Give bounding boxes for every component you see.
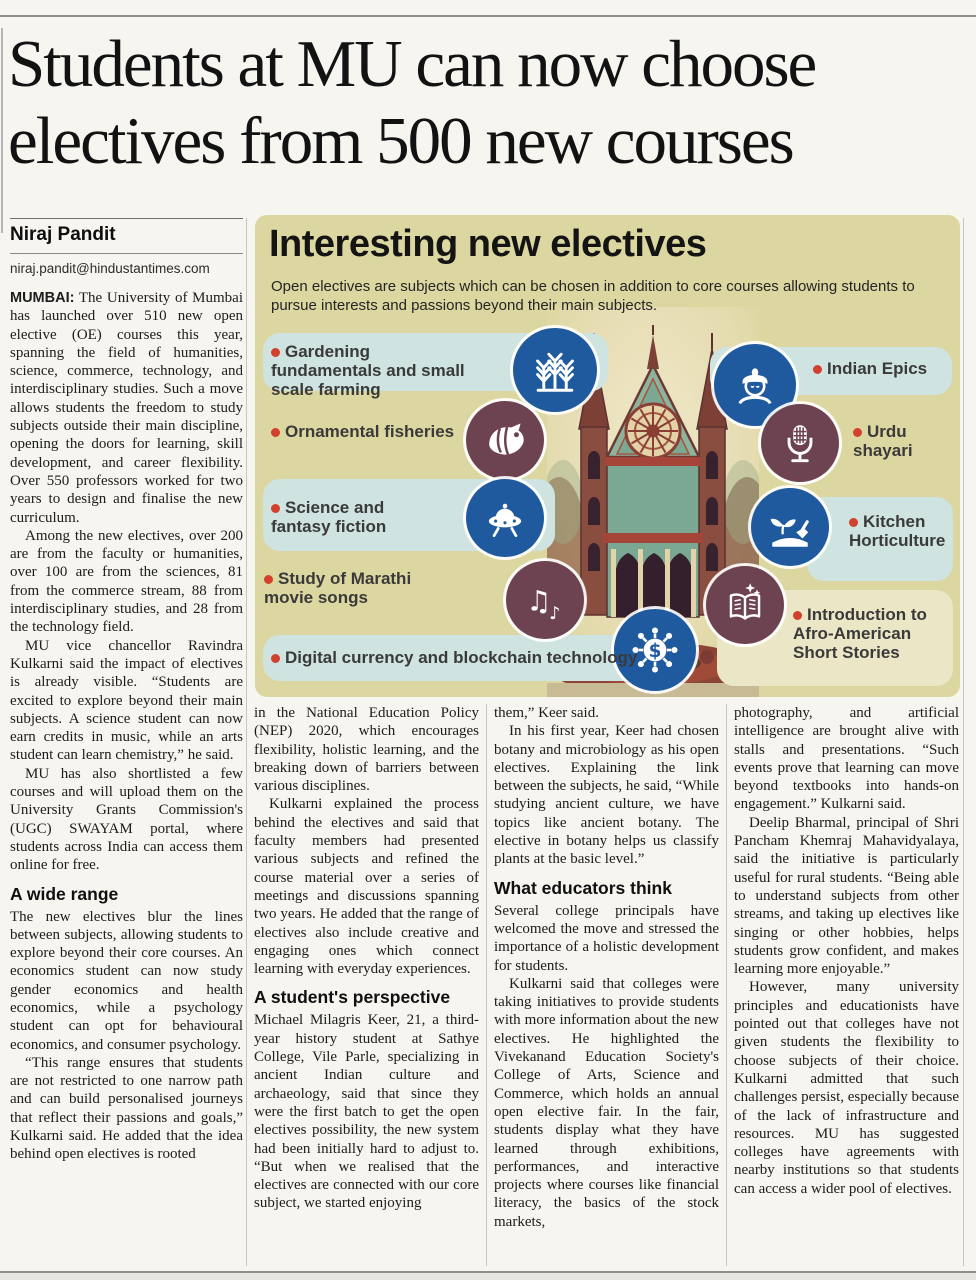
article-column-2	[254, 704, 479, 1213]
byline-block	[10, 218, 243, 276]
elective-item-afro-american: Introduction to Afro-American Short Stories	[793, 605, 927, 662]
science-fiction-badge	[466, 479, 544, 557]
bullet-icon	[813, 365, 822, 374]
infographic-subtitle: Open electives are subjects which can be chosen in addition to core courses allowing students to pursue interests and passions beyond their main subjects.	[271, 278, 915, 314]
column-rule	[486, 704, 487, 1266]
column-rule	[963, 218, 964, 1266]
ufo-icon	[480, 493, 530, 543]
column-crop-mark	[1, 28, 3, 233]
section-subhead: A wide range	[10, 883, 119, 904]
bullet-icon	[271, 428, 280, 437]
author-email: niraj.pandit@hindustantimes.com	[10, 261, 210, 276]
paragraph: MU has also shortlisted a few courses and will upload them on the University Grants Commission's (UGC) SWAYAM portal, where students across India can access them online for free.	[10, 765, 243, 874]
headline-line2: electives from 500 new courses	[8, 104, 793, 178]
elective-item-gardening: Gardening fundamentals and small scale farming	[271, 342, 465, 399]
marathi-songs-badge	[506, 561, 584, 639]
masthead-rule	[0, 15, 976, 17]
afro-american-stories-badge	[706, 566, 784, 644]
article-column-1	[10, 218, 243, 1164]
wheat-icon	[528, 343, 582, 397]
bullet-icon	[271, 654, 280, 663]
kitchen-horticulture-badge	[751, 488, 829, 566]
bullet-icon	[793, 611, 802, 620]
section-subhead: What educators think	[494, 877, 672, 898]
column-rule	[246, 218, 247, 1266]
paragraph: Kulkarni said that colleges were taking initiatives to provide students with more information about the new electives. He highlighted the Vivekanand Education Society's College of Arts, Science and Commerce, which holds an annual open elective fair. In the fair, students display what they have learned through exhibitions, performances, and interactive projects where courses like financial literacy, the basics of the stock markets,	[494, 975, 719, 1230]
plant-trowel-icon	[765, 502, 815, 552]
paragraph: in the National Education Policy (NEP) 2020, which encourages flexibility, holistic learning, and the breaking down of barriers between various disciplines.	[254, 705, 479, 795]
paragraph: However, many university principles and educationists have pointed out that colleges have not given students the flexibility to choose subjects of their choice. Kulkarni admitted that such challenges persist, especially because of the lack of infrastructure and resources. MU has suggested colleges have agreements with nearby institutions so that students can access a wider pool of electives.	[734, 979, 959, 1197]
paragraph: photography, and artificial intelligence are brought alive with stalls and presentations. “Such events prove that learning can move beyond textbooks into hands-on engagement.” Kulkarni said.	[734, 705, 959, 813]
elective-item-indian-epics: Indian Epics	[813, 359, 943, 378]
microphone-icon	[775, 418, 825, 468]
bullet-icon	[264, 575, 273, 584]
bullet-icon	[271, 348, 280, 357]
elective-item-marathi-songs: Study of Marathi movie songs	[264, 569, 412, 607]
article-column-3	[494, 704, 719, 1231]
bullet-icon	[271, 504, 280, 513]
byline: Niraj Pandit	[10, 219, 243, 254]
elective-item-digital-currency: Digital currency and blockchain technology	[271, 648, 681, 667]
music-notes-icon	[520, 575, 570, 625]
bullet-icon	[849, 518, 858, 527]
paragraph: Several college principals have welcomed the move and stressed the importance of a holistic development for students.	[494, 902, 719, 974]
open-book-icon	[720, 580, 770, 630]
paragraph: Among the new electives, over 200 are from the faculty or humanities, over 100 are from the sciences, 81 from the commerce stream, 88 from interdisciplinary studies, and 28 from the technology field.	[10, 527, 243, 636]
infographic-title: Interesting new electives	[269, 223, 707, 265]
paragraph	[10, 289, 243, 527]
paragraph: “This range ensures that students are not restricted to one narrow path and can build personalised journeys that reflect their passions and goals,” Kulkarni said. He added that the idea behind open electives is rooted	[10, 1054, 243, 1163]
paragraph: them,” Keer said.	[494, 705, 599, 721]
column-rule	[726, 704, 727, 1266]
paragraph: Deelip Bharmal, principal of Shri Pancham Khemraj Mahavidyalaya, said the initiative is particularly useful for rural students. “Being able to understand subjects from other streams, and taking up electives like singing or other hobbies, helps students grow confident, and makes learning more enjoyable.”	[734, 814, 959, 978]
elective-item-kitchen-horticulture: Kitchen Horticulture	[849, 512, 946, 550]
fisheries-badge	[466, 401, 544, 479]
paragraph: In his first year, Keer had chosen botany and microbiology as his open electives. Explaining the link between the subjects, he said, “While studying ancient culture, we have topics like ancient botany. The elective in botany helps us classify plants at the basic level.”	[494, 723, 719, 868]
dateline: MUMBAI:	[10, 290, 75, 306]
paragraph: Kulkarni explained the process behind the electives and said that faculty members had presented various subjects and refined the course material over a series of meetings and discussions spanning two years. He added that the range of electives also include creative and engaging ones which connect learning with everyday experiences.	[254, 796, 479, 978]
turban-person-icon	[729, 359, 781, 411]
svg-text:♫: ♫	[526, 584, 552, 618]
svg-text:♪: ♪	[549, 603, 561, 624]
elective-item-fisheries: Ornamental fisheries	[271, 422, 466, 441]
fish-icon	[480, 415, 530, 465]
article-column-4	[734, 704, 959, 1198]
gardening-badge	[513, 328, 597, 412]
bullet-icon	[853, 428, 862, 437]
section-subhead: A student's perspective	[254, 987, 451, 1008]
urdu-shayari-badge	[761, 404, 839, 482]
svg-text:$: $	[648, 641, 662, 663]
paragraph: MU vice chancellor Ravindra Kulkarni said the impact of electives is already visible. “Students are excited to explore beyond their main subjects. A science student can now earn credits in music, while an arts student can learn chemistry,” he said.	[10, 637, 243, 764]
page-bottom-margin	[0, 1273, 976, 1280]
elective-item-urdu-shayari: Urdu shayari	[853, 422, 913, 460]
infographic-panel	[255, 215, 960, 697]
paragraph: Michael Milagris Keer, 21, a third-year history student at Sathye College, Vile Parle, specializing in ancient Indian culture and archaeology, said that since they were the first batch to get the open electives possibility, the new system had been initially hard to adjust to. “But when we realised that the electives are connected with our core subject, we started enjoying	[254, 1012, 479, 1212]
paragraph: The new electives blur the lines between subjects, allowing students to explore beyond their core courses. An economics student can now study gender economics and health economics, while a psychology student can opt for behavioural economics, and consumer psychology.	[10, 908, 243, 1053]
paragraph-text: The University of Mumbai has launched over 510 new open elective (OE) courses this year, spanning the field of humanities, science, commerce, technology, and interdisciplinary studies. Such a move allows students the freedom to study subjects outside their main discipline, opening the doors for learning, skill development, and career flexibility. Over 550 professors worked for two years to design and finalise the new curriculum.	[10, 290, 243, 526]
headline	[8, 26, 960, 180]
headline-line1: Students at MU can now choose	[8, 27, 816, 101]
elective-item-science-fiction: Science and fantasy fiction	[271, 498, 387, 536]
